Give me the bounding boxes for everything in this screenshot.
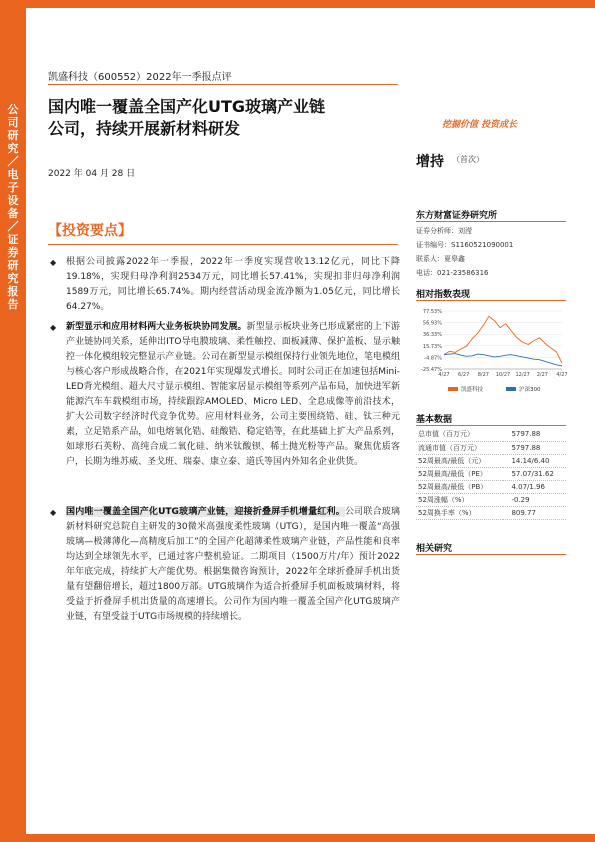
report-tag: 凯盛科技（600552）2022年一季报点评 bbox=[48, 72, 232, 83]
table-row: 52周最高/最低（PB） 4.07/1.96 bbox=[416, 480, 566, 493]
y-tick-label: -25.47% bbox=[421, 367, 442, 373]
page-title bbox=[48, 96, 398, 140]
y-tick-label: 56.93% bbox=[422, 320, 442, 327]
key-points-heading: 【投资要点】 bbox=[48, 223, 132, 239]
y-tick-label: 77.53% bbox=[422, 309, 442, 315]
bullet-3 bbox=[50, 505, 400, 625]
x-tick-label: 6/27 bbox=[458, 372, 470, 378]
x-tick-label: 4/27 bbox=[438, 372, 450, 378]
chart-heading: 相对指数表现 bbox=[416, 290, 471, 300]
contact: 联系人：夏皋鑫 bbox=[416, 255, 465, 263]
tag-divider bbox=[48, 84, 398, 85]
bullet-3-text: 国内唯一覆盖全国产化UTG玻璃产业链，迎接折叠屏手机增量红利。公司联合玻璃新材料研究总院自主研发的30微米高强度柔性玻璃（UTG），是国内唯一覆盖“高强玻璃—极薄薄化—高精度后加工”的全国产化超薄柔性玻璃产业链，产品性能和良率均达到全球领先水平，已通过客户整机验证。二期项目（1500万片/年）预计2022年年底完成，持续扩大产能优势。根据集微咨询预计，2022年全球折叠屏手机出货量有望翻倍增长，超过1800万部。UTG玻璃作为适合折叠屏手机面板玻璃材料，将受益于折叠屏手机出货量的高速增长。公司作为国内唯一覆盖全国产化UTG玻璃产业链，有望受益于UTG市场规模的持续增长。 bbox=[66, 507, 400, 622]
legend-swatch bbox=[448, 387, 458, 391]
y-tick-label: 36.33% bbox=[422, 332, 442, 339]
bullet-1 bbox=[50, 255, 400, 315]
y-tick-label: -4.87% bbox=[424, 355, 442, 362]
diamond-icon: ◆ bbox=[50, 508, 57, 517]
firm-name: 东方财富证券研究所 bbox=[416, 211, 498, 221]
side-label: 公司研究／电子设备／证券研究报告 bbox=[7, 103, 19, 311]
x-tick-label: 2/27 bbox=[536, 372, 548, 378]
table-row: 52周最高/最低（元） 14.14/6.40 bbox=[416, 454, 566, 467]
bullet-1-text: 根据公司披露2022年一季报，2022年一季度实现营收13.12亿元，同比下降19.18%，实现归母净利润2534万元，同比增长57.41%，实现扣非归母净利润1589万元，同比增长65.74%。期内经营活动现金流净额为1.05亿元，同比增长64.27%。 bbox=[66, 257, 400, 312]
table-row: 52周最高/最低（PE） 57.07/31.62 bbox=[416, 467, 566, 480]
basic-data-table bbox=[416, 428, 566, 520]
chart-divider bbox=[416, 300, 566, 301]
cert-number: 证书编号：S1160521090001 bbox=[416, 241, 514, 249]
bottom-accent-bar bbox=[0, 834, 595, 842]
title-line-1: 国内唯一覆盖全国产化UTG玻璃产业链 bbox=[48, 97, 326, 116]
related-research-heading: 相关研究 bbox=[416, 544, 453, 554]
side-accent-bar bbox=[0, 8, 26, 842]
bullet-2 bbox=[50, 320, 400, 470]
key-points-divider bbox=[48, 244, 398, 245]
table-row: 流通市值（百万元） 5797.88 bbox=[416, 441, 566, 454]
diamond-icon: ◆ bbox=[50, 258, 57, 267]
slogan: 挖掘价值 投资成长 bbox=[442, 120, 518, 130]
x-tick-label: 10/27 bbox=[495, 372, 511, 378]
legend-swatch bbox=[506, 387, 516, 391]
legend-label: 凯盛科技 bbox=[461, 387, 484, 393]
related-research-divider bbox=[416, 554, 566, 555]
basic-data-heading: 基本数据 bbox=[416, 415, 453, 425]
top-accent-bar bbox=[0, 0, 595, 8]
basic-data-divider bbox=[416, 425, 566, 426]
legend-label: 沪深300 bbox=[519, 387, 541, 393]
analyst: 证券分析师：刘滢 bbox=[416, 227, 472, 235]
table-row: 总市值（百万元） 5797.88 bbox=[416, 428, 566, 441]
phone: 电话：021-23586316 bbox=[416, 269, 489, 277]
diamond-icon: ◆ bbox=[50, 323, 57, 332]
x-tick-label: 12/27 bbox=[515, 372, 530, 378]
rating: 增持 bbox=[416, 154, 444, 170]
x-tick-label: 4/27 bbox=[556, 372, 568, 378]
firm-divider bbox=[416, 221, 566, 222]
rating-note: （首次） bbox=[452, 155, 484, 164]
y-tick-label: 15.73% bbox=[422, 343, 442, 350]
table-row: 52周涨幅（%） -0.29 bbox=[416, 493, 566, 506]
title-line-2: 公司，持续开展新材料研发 bbox=[48, 119, 241, 138]
relative-index-chart bbox=[416, 307, 566, 399]
series-line bbox=[444, 354, 562, 366]
bullet-2-text: 新型显示和应用材料两大业务板块协同发展。新型显示板块业务已形成紧密的上下游产业链协同关系，延伸出ITO导电膜玻璃、柔性触控、面板减薄、保护盖板、显示触控一体化模组较完整显示产业链。公司在新型显示模组保持行业领先地位，笔电模组与核心客户形成战略合作，在2021年实现爆发式增长。同时公司正在加速包括Mini-LED背光模组、超大尺寸显示模组、智能家居显示模组等系列产品布局，加快进军新能源汽车车载模组市场，持续跟踪AMOLED、Micro LED、全息成像等前沿技术，扩大公司数字经济时代竞争优势。应用材料业务，公司主要围绕锆、硅、钛三种元素，立足锆系产品，如电熔氧化锆、硅酸锆、稳定锆等，在此基础上扩大产品系列，如球形石英粉、高纯合成二氧化硅、纳米钛酸钡、稀土抛光粉等产品。聚焦优质客户，长期为维苏威、圣戈班、瑞泰、康立泰、道氏等国内外知名企业供货。 bbox=[66, 322, 400, 467]
x-tick-label: 8/27 bbox=[477, 372, 489, 378]
table-row: 52周换手率（%） 809.77 bbox=[416, 506, 566, 519]
report-date: 2022 年 04 月 28 日 bbox=[48, 169, 136, 179]
